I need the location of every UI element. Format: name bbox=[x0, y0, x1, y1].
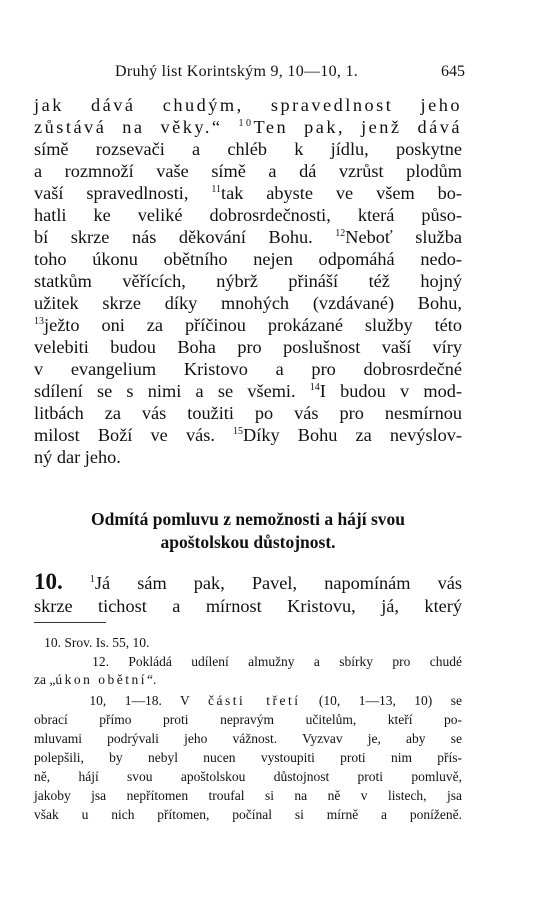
text-line: a rozmnoží vaše símě a dá vzrůst plodům bbox=[34, 161, 462, 181]
text-line: jak dává chudým, spravedlnost jeho bbox=[34, 95, 462, 115]
text-line: toho úkonu obětního nejen odpomáhá nedo- bbox=[34, 249, 462, 269]
footnote-line: 10. Srov. Is. 55, 10. bbox=[44, 635, 150, 650]
text-line: statkům věřících, nýbrž přináší též hojný bbox=[34, 271, 462, 291]
text-line: zůstává na věky.“ $^{10}$Ten pak, jenž dává bbox=[34, 117, 462, 137]
text-line: bí skrze nás děkování Bohu. $^{12}$Neboť služba bbox=[34, 227, 462, 247]
chapter-number: 10. bbox=[34, 569, 63, 594]
text-line: velebiti budou Boha pro poslušnost vaší víry bbox=[34, 337, 462, 357]
verse-number: 15 bbox=[233, 426, 244, 437]
text-line: símě rozsevači a chléb k jídlu, poskytne bbox=[34, 139, 462, 159]
text-line: užitek skrze díky mnohých (vzdávané) Bohu, bbox=[34, 293, 462, 313]
verse-number: 1 bbox=[89, 574, 95, 585]
footnote-line: polepšili, by nebyl nucen vystoupiti proti nim přís- bbox=[34, 750, 462, 765]
text-line: $^{13}$ježto oni za příčinou prokázané služby této bbox=[34, 315, 462, 335]
footnote-line: ně, hájí svou apoštolskou důstojnost proti pomluvě, bbox=[34, 769, 462, 784]
text-line: hatli ke veliké dobrosrdečnosti, která půso- bbox=[34, 205, 462, 225]
heading-line: apoštolskou důstojnost. bbox=[160, 532, 336, 552]
verse-number: 14 bbox=[309, 382, 320, 393]
text-line: milost Boží ve vás. $^{15}$Díky Bohu za nevýslov- bbox=[34, 425, 463, 445]
text-line: v evangelium Kristovo a pro dobrosrdečné bbox=[34, 359, 462, 379]
footnote-line: 10, 1—18. V části třetí (10, 1—13, 10) se bbox=[89, 693, 463, 708]
footnote-line: 12. Pokládá udílení almužny a sbírky pro chudé bbox=[92, 654, 462, 669]
footnote-line: mluvami podrývali jeho vážnost. Vyzvav je, aby se bbox=[34, 731, 462, 746]
text-line: litbách za vás toužiti po vás pro nesmírnou bbox=[34, 403, 462, 423]
verse-number: 13 bbox=[34, 316, 44, 327]
footnote-line: jakoby jsa nepřítomen troufal si na ně v listech, jsa bbox=[34, 788, 462, 803]
heading-line: Odmítá pomluvu z nemožnosti a hájí svou bbox=[90, 509, 406, 529]
verse-number: 11 bbox=[211, 184, 222, 195]
verse-number: 10 bbox=[238, 118, 254, 129]
footnote-line: však u nich přítomen, počínal si mírně a poníženě. bbox=[34, 807, 462, 822]
running-title: Druhý list Korintským 9, 10—10, 1. bbox=[115, 63, 359, 80]
page-number: 645 bbox=[441, 63, 465, 80]
text-line: skrze tichost a mírnost Kristovu, já, který bbox=[34, 596, 462, 616]
footnote-line: za „úkon obětní“. bbox=[34, 672, 157, 687]
footnote-rule bbox=[34, 622, 106, 623]
text-line: 10. $^1$Já sám pak, Pavel, napomínám vás bbox=[34, 569, 462, 594]
footnote-line: obrací přímo proti nepravým učitelům, kteří po- bbox=[34, 712, 462, 727]
text-line: vaší spravedlnosti, $^{11}$tak abyste ve všem bo- bbox=[34, 183, 462, 203]
text-line: sdílení se s nimi a se všemi. $^{14}$I budou v mod- bbox=[34, 381, 463, 401]
verse-number: 12 bbox=[335, 228, 346, 239]
text-line: ný dar jeho. bbox=[34, 447, 121, 467]
